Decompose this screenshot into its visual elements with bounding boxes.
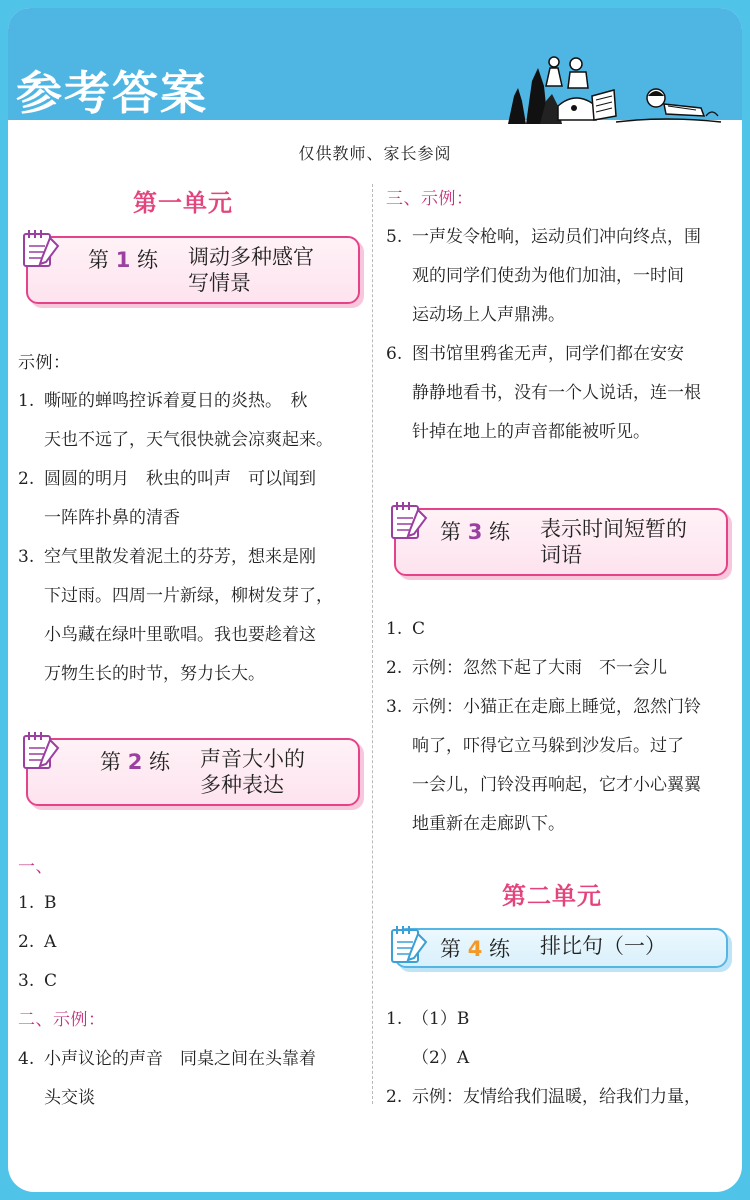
list-item-continuation: 一阵阵扑鼻的清香 <box>44 508 180 528</box>
list-item-continuation: 小鸟藏在绿叶里歌唱。我也要趁着这 <box>44 625 316 645</box>
list-item: 1. C <box>386 619 426 639</box>
list-item: 3. 空气里散发着泥土的芬芳，想来是刚 <box>18 547 316 567</box>
list-item: 2. 示例：忽然下起了大雨 不一会儿 <box>386 658 667 678</box>
header-banner <box>8 8 742 120</box>
lesson-number-label: 第 3 练 <box>440 520 510 544</box>
list-item: 3. C <box>18 971 58 991</box>
list-item: 1. （1）B <box>386 1009 470 1029</box>
list-item-continuation: （2）A <box>412 1048 470 1068</box>
list-item: 2. A <box>18 932 57 952</box>
lesson-box-2 <box>26 738 360 806</box>
lesson-number: 4 <box>467 937 483 961</box>
column-divider <box>372 184 373 1104</box>
list-item-continuation: 一会儿，门铃没再响起，它才小心翼翼 <box>412 775 701 795</box>
notepad-pen-icon <box>388 498 430 542</box>
list-item: 2. 圆圆的明月 秋虫的叫声 可以闻到 <box>18 469 316 489</box>
section-label: 一、 <box>18 857 53 877</box>
lesson-box-3 <box>394 508 728 576</box>
list-item: 1. 嘶哑的蝉鸣控诉着夏日的炎热。 秋 <box>18 391 308 411</box>
list-item: 5. 一声发令枪响，运动员们冲向终点，围 <box>386 227 701 247</box>
notepad-pen-icon <box>20 226 62 270</box>
example-label: 示例： <box>18 353 71 373</box>
list-item-continuation: 观的同学们使劲为他们加油，一时间 <box>412 266 684 286</box>
list-item-continuation: 静静地看书，没有一个人说话，连一根 <box>412 383 701 403</box>
lesson-number-label: 第 4 练 <box>440 937 510 961</box>
list-item: 6. 图书馆里鸦雀无声，同学们都在安安 <box>386 344 684 364</box>
list-item-continuation: 头交谈 <box>44 1088 95 1108</box>
lesson-number: 2 <box>127 750 143 774</box>
lesson-box-1 <box>26 236 360 304</box>
lesson-title: 排比句（一） <box>540 934 666 958</box>
list-item: 1. B <box>18 893 57 913</box>
notepad-pen-icon <box>20 728 62 772</box>
header-illustration <box>496 46 726 128</box>
list-item-continuation: 响了，吓得它立马躲到沙发后。过了 <box>412 736 684 756</box>
list-item: 2. 示例：友情给我们温暖，给我们力量， <box>386 1087 701 1107</box>
list-item-continuation: 天也不远了，天气很快就会凉爽起来。 <box>44 430 333 450</box>
unit-heading-2: 第二单元 <box>502 882 602 910</box>
list-item: 3. 示例：小猫正在走廊上睡觉，忽然门铃 <box>386 697 701 717</box>
list-item-continuation: 下过雨。四周一片新绿，柳树发芽了， <box>44 586 333 606</box>
unit-heading-1: 第一单元 <box>133 189 233 217</box>
page-title: 参考答案 <box>16 66 208 120</box>
list-item-continuation: 万物生长的时节，努力长大。 <box>44 664 265 684</box>
lesson-number-label: 第 1 练 <box>88 248 158 272</box>
list-item-continuation: 地重新在走廊趴下。 <box>412 814 565 834</box>
lesson-title: 声音大小的 多种表达 <box>200 747 305 797</box>
lesson-number: 3 <box>467 520 483 544</box>
lesson-number-label: 第 2 练 <box>100 750 170 774</box>
lesson-box-4 <box>394 928 728 968</box>
lesson-title: 表示时间短暂的 词语 <box>540 517 687 567</box>
list-item: 4. 小声议论的声音 同桌之间在头靠着 <box>18 1049 316 1069</box>
answer-page <box>8 8 742 1192</box>
list-item-continuation: 针掉在地上的声音都能被听见。 <box>412 422 650 442</box>
lesson-number: 1 <box>115 248 131 272</box>
lesson-title: 调动多种感官 写情景 <box>188 245 314 295</box>
list-item-continuation: 运动场上人声鼎沸。 <box>412 305 565 325</box>
section-label: 二、示例： <box>18 1010 106 1030</box>
page-subtitle: 仅供教师、家长参阅 <box>298 144 452 163</box>
notepad-pen-icon <box>388 922 430 966</box>
section-label: 三、示例： <box>386 189 474 209</box>
